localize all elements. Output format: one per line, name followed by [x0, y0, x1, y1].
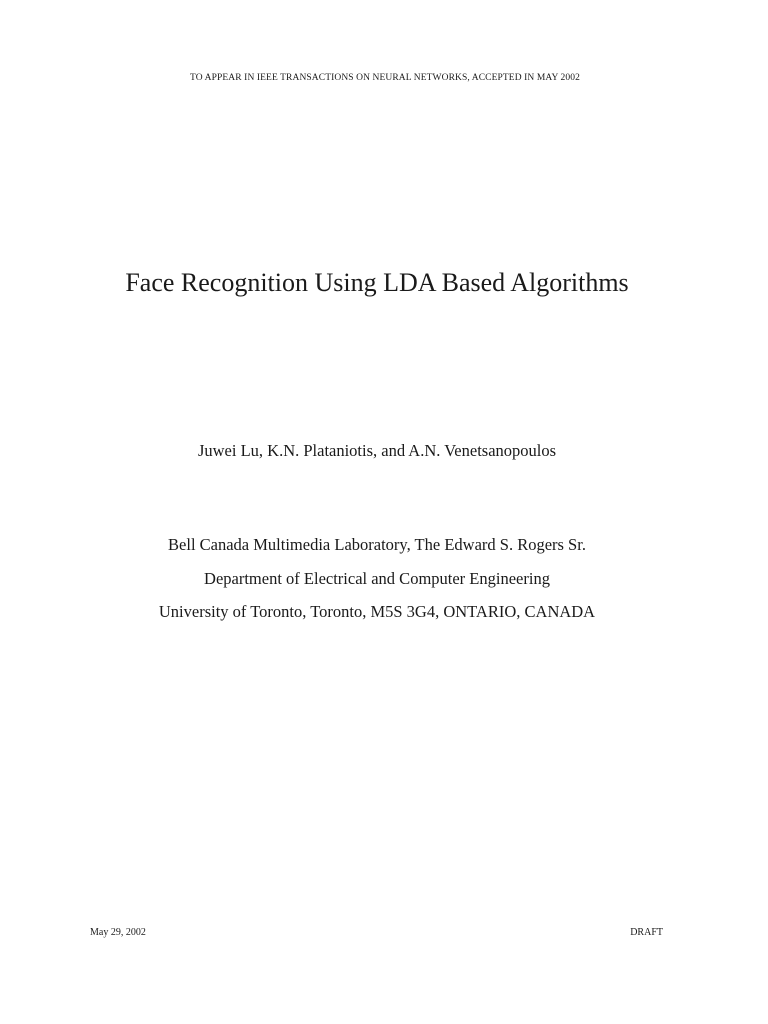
footer-date: May 29, 2002 [90, 927, 146, 938]
affiliation-line-lab: Bell Canada Multimedia Laboratory, The Edward S. Rogers Sr. [168, 535, 586, 554]
footer-status: DRAFT [630, 927, 663, 938]
running-head: TO APPEAR IN IEEE TRANSACTIONS ON NEURAL NETWORKS, ACCEPTED IN MAY 2002 [190, 73, 580, 83]
author-list: Juwei Lu, K.N. Plataniotis, and A.N. Venetsanopoulos [197, 441, 557, 460]
affiliation-block [0, 528, 754, 629]
affiliation-line-department: Department of Electrical and Computer Engineering [204, 568, 550, 588]
affiliation-line-university: University of Toronto, Toronto, M5S 3G4, ONTARIO, CANADA [158, 602, 596, 621]
paper-title: Face Recognition Using LDA Based Algorithms [125, 268, 629, 297]
